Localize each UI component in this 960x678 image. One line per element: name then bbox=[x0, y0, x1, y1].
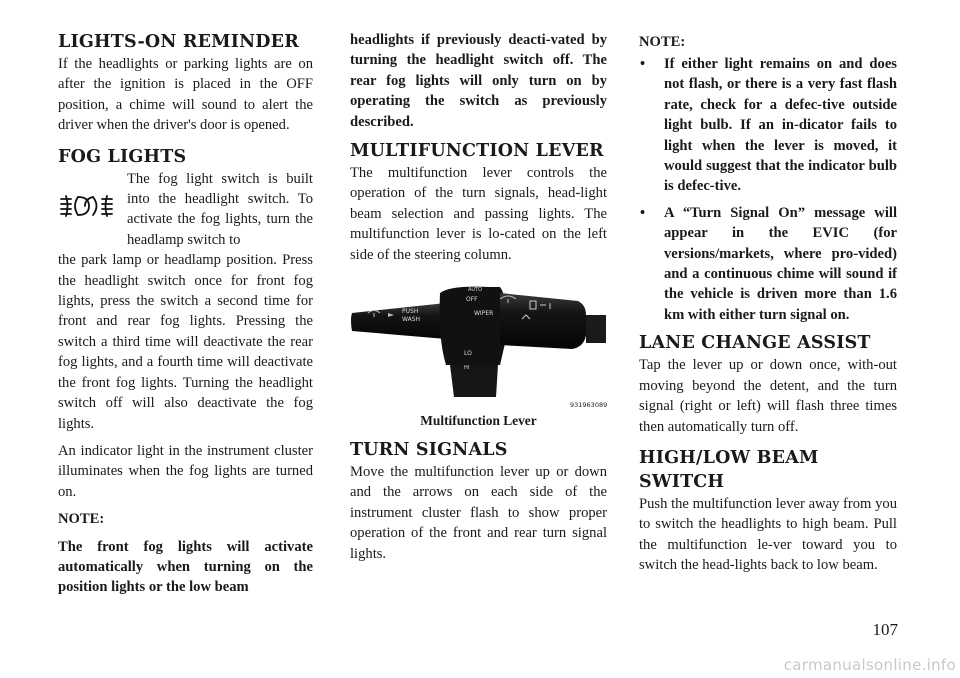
fog-lights-text-indented: The fog light switch is built into the headlight switch. To activate the fog lights, turn the headlamp switch to bbox=[127, 170, 313, 248]
high-low-beam-heading: HIGH/LOW BEAM SWITCH bbox=[639, 447, 819, 492]
high-low-beam-text: Push the multifunction lever away from you to switch the headlights to high beam. Pull the multifunction le-ver toward you to switch the head-lights back to low beam. bbox=[639, 495, 897, 574]
note-continued-text: headlights if previously deacti-vated by turning the headlight switch off. The rear fog lights will only turn on by operating the switch as previously described. bbox=[350, 32, 607, 130]
fog-lights-section bbox=[58, 169, 313, 434]
figure-label-hi: HI bbox=[464, 365, 470, 372]
fog-lights-heading: FOG LIGHTS bbox=[58, 146, 187, 167]
fog-lights-text: the park lamp or headlamp position. Press the headlight switch once for front fog lights, press the switch a second time for front and rear fog lights. Pressing the switch a third time will deactivate the rear fog lights, and a fourth time will deactivate the front fog lights. Turning the headlight switch off will also deactivate the fog lights. bbox=[58, 252, 313, 432]
note-bullet-item: • If either light remains on and does not flash, or there is a very fast flash rate, check for a defec-tive outside light bulb. If an in-dicator fails to light when the lever is moved, it would suggest that the indicator bulb is defec-tive. bbox=[639, 54, 897, 197]
front-fog-light-icon bbox=[58, 195, 116, 217]
figure-caption: Multifunction Lever bbox=[420, 413, 537, 429]
page-number: 107 bbox=[872, 620, 898, 639]
lights-on-reminder-text: If the headlights or parking lights are on after the ignition is placed in the OFF position, a chime will sound to alert the driver when the driver's door is opened. bbox=[58, 56, 313, 134]
lights-on-reminder-heading: LIGHTS-ON REMINDER bbox=[58, 32, 299, 52]
column-middle bbox=[350, 30, 607, 564]
turn-signals-text: Move the multifunction lever up or down and the arrows on each side of the instrument cluster flash to show proper operation of the front and rear turn signal lights. bbox=[350, 464, 607, 562]
column-left bbox=[58, 30, 313, 598]
figure-code: 931963089 bbox=[570, 401, 607, 410]
figure-label-off: OFF bbox=[466, 296, 478, 304]
multifunction-lever-figure bbox=[350, 279, 607, 411]
watermark: carmanualsonline.info bbox=[783, 656, 956, 674]
lane-change-assist-heading: LANE CHANGE ASSIST bbox=[639, 333, 871, 354]
turn-signals-heading: TURN SIGNALS bbox=[350, 440, 508, 461]
figure-label-wash: WASH bbox=[402, 316, 421, 324]
figure-label-wiper: WIPER bbox=[474, 310, 494, 318]
figure-label-lo: LO bbox=[464, 350, 472, 358]
note-text: The front fog lights will activate automatically when turning on the position lights or the low beam bbox=[58, 538, 313, 596]
multifunction-lever-heading: MULTIFUNCTION LEVER bbox=[350, 141, 604, 162]
figure-label-auto: AUTO bbox=[468, 287, 483, 294]
note-label: NOTE: bbox=[58, 511, 105, 528]
note-bullet-item: • A “Turn Signal On” message will appear in the EVIC (for versions/markets, where pro-vided) and a continuous chime will sound if the vehicle is driven more than 1.6 km with either turn signal on. bbox=[639, 203, 897, 325]
column-right bbox=[639, 30, 897, 576]
multifunction-lever-text: The multifunction lever controls the operation of the turn signals, head-light beam selection and passing lights. The multifunction lever is lo-cated on the left side of the steering column. bbox=[350, 165, 607, 263]
figure-label-push: PUSH bbox=[402, 308, 419, 316]
lane-change-assist-text: Tap the lever up or down once, with-out moving beyond the detent, and the turn signal (right or left) will flash three times then automatically turn off. bbox=[639, 357, 897, 435]
note-label-right: NOTE: bbox=[639, 34, 686, 50]
note-bullet-list bbox=[639, 54, 897, 325]
indicator-text: An indicator light in the instrument cluster illuminates when the fog lights are turned on. bbox=[58, 442, 313, 500]
